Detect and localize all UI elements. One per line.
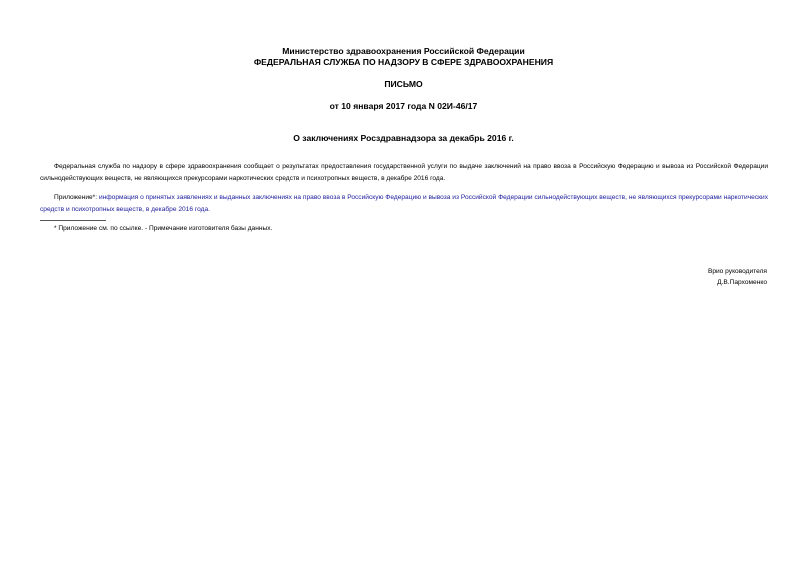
document-title: О заключениях Росздравнадзора за декабрь 2016 г. <box>293 133 514 143</box>
attachment-link[interactable]: информация о принятых заявлениях и выданных заключениях на право ввоза в Российскую Федерацию и вывоза из Российской Федерации сильнодействующих веществ, не являющихся прекурсорами наркотических средств и психотропных веществ, в декабре 2016 года. <box>40 194 768 213</box>
service-name: ФЕДЕРАЛЬНАЯ СЛУЖБА ПО НАДЗОРУ В СФЕРЕ ЗДРАВООХРАНЕНИЯ <box>253 57 554 67</box>
footnote-divider <box>40 220 106 221</box>
footnote-text: * Приложение см. по ссылке. - Примечание изготовителя базы данных. <box>54 225 273 232</box>
signatory-position: Врио руководителя <box>707 268 767 275</box>
signatory-name: Д.В.Пархоменко <box>717 279 767 286</box>
attachment-label: Приложение*: <box>54 194 99 201</box>
document-date-number: от 10 января 2017 года N 02И-46/17 <box>329 101 478 111</box>
body-paragraph: Федеральная служба по надзору в сфере здравоохранения сообщает о результатах предоставления государственной услуги по выдаче заключений на право ввоза в Российскую Федерацию и вывоза из Российской Федерации сильнодействующих веществ, не являющихся прекурсорами наркотических средств и психотропных веществ, в декабре 2016 года. <box>40 163 768 182</box>
document-type: ПИСЬМО <box>384 79 423 89</box>
ministry-name: Министерство здравоохранения Российской Федерации <box>282 46 525 56</box>
attachment-paragraph <box>40 192 768 215</box>
